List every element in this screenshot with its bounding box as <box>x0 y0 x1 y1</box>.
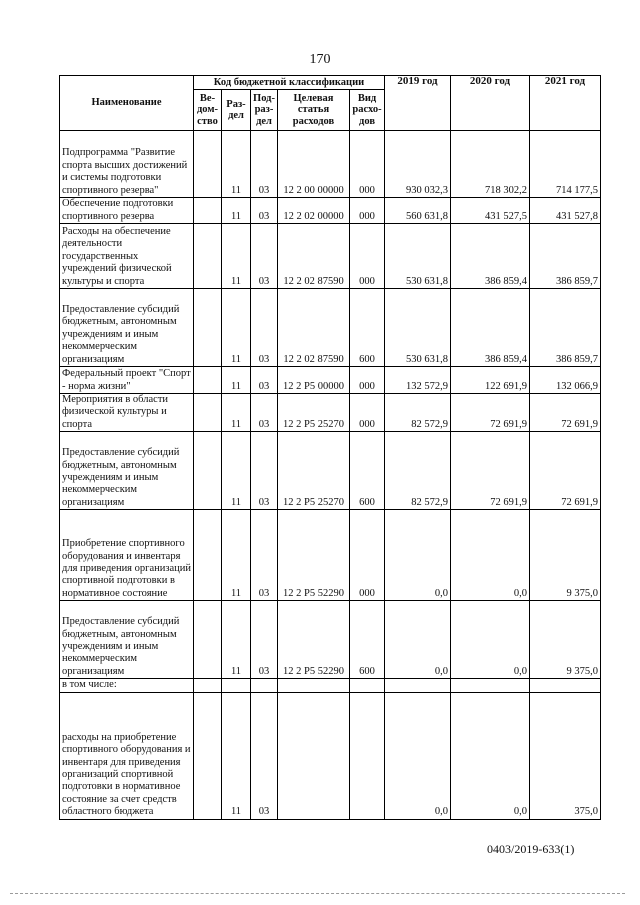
row-vedomstvo <box>194 601 222 679</box>
row-name: Предоставление субсидий бюджетным, автономным учреждениям и иным некоммерческим организациям <box>60 601 194 679</box>
row-target <box>278 692 350 819</box>
row-2019: 0,0 <box>385 692 451 819</box>
row-2020: 72 691,9 <box>451 432 530 510</box>
row-razdel: 11 <box>222 289 251 367</box>
row-podrazdel: 03 <box>251 367 278 394</box>
row-target: 12 2 00 00000 <box>278 131 350 198</box>
row-2020: 0,0 <box>451 692 530 819</box>
row-vid: 000 <box>350 394 385 432</box>
header-2020: 2020 год <box>451 76 530 131</box>
table-row <box>60 367 601 394</box>
row-vedomstvo <box>194 131 222 198</box>
row-2021: 132 066,9 <box>530 367 601 394</box>
table-row <box>60 432 601 510</box>
row-vid: 000 <box>350 510 385 601</box>
row-vid: 600 <box>350 289 385 367</box>
row-2021: 72 691,9 <box>530 394 601 432</box>
row-podrazdel: 03 <box>251 224 278 289</box>
row-podrazdel: 03 <box>251 131 278 198</box>
row-vid: 600 <box>350 432 385 510</box>
row-podrazdel: 03 <box>251 510 278 601</box>
document-code: 0403/2019-633(1) <box>487 842 575 856</box>
row-razdel <box>222 679 251 692</box>
page-number: 170 <box>309 52 331 67</box>
table-row <box>60 394 601 432</box>
row-target: 12 2 P5 00000 <box>278 367 350 394</box>
row-2019: 0,0 <box>385 510 451 601</box>
row-vedomstvo <box>194 394 222 432</box>
row-2021: 386 859,7 <box>530 289 601 367</box>
row-2019: 530 631,8 <box>385 289 451 367</box>
row-podrazdel: 03 <box>251 289 278 367</box>
row-2021: 386 859,7 <box>530 224 601 289</box>
table-row <box>60 224 601 289</box>
row-2020: 431 527,5 <box>451 198 530 224</box>
row-2020: 0,0 <box>451 601 530 679</box>
row-vid: 000 <box>350 198 385 224</box>
table-row <box>60 198 601 224</box>
header-code-group: Код бюджетной классификации <box>194 76 385 90</box>
row-vedomstvo <box>194 198 222 224</box>
header-vid: Вид расхо- дов <box>350 90 385 131</box>
header-name: Наименование <box>60 76 194 131</box>
row-name: в том числе: <box>60 679 194 692</box>
row-target: 12 2 P5 25270 <box>278 432 350 510</box>
row-vedomstvo <box>194 224 222 289</box>
row-target: 12 2 02 00000 <box>278 198 350 224</box>
row-razdel: 11 <box>222 510 251 601</box>
row-2019: 560 631,8 <box>385 198 451 224</box>
row-podrazdel: 03 <box>251 692 278 819</box>
table-row <box>60 131 601 198</box>
row-2019: 132 572,9 <box>385 367 451 394</box>
row-name: Обеспечение подготовки спортивного резерва <box>60 198 194 224</box>
header-razdel: Раз- дел <box>222 90 251 131</box>
row-razdel: 11 <box>222 692 251 819</box>
header-target: Целевая статья расходов <box>278 90 350 131</box>
row-name: Расходы на обеспечение деятельности государственных учреждений физической культуры и спорта <box>60 224 194 289</box>
row-name: расходы на приобретение спортивного оборудования и инвентаря для приведения организаций спортивной подготовки в нормативное состояние за счет средств областного бюджета <box>60 692 194 819</box>
row-2021: 9 375,0 <box>530 510 601 601</box>
row-2021: 9 375,0 <box>530 601 601 679</box>
row-vid: 000 <box>350 131 385 198</box>
row-target: 12 2 02 87590 <box>278 289 350 367</box>
row-vid <box>350 679 385 692</box>
row-2021 <box>530 679 601 692</box>
row-2019: 82 572,9 <box>385 394 451 432</box>
header-podrazdel: Под- раз- дел <box>251 90 278 131</box>
row-razdel: 11 <box>222 367 251 394</box>
header-2019: 2019 год <box>385 76 451 131</box>
table-row <box>60 692 601 819</box>
row-razdel: 11 <box>222 601 251 679</box>
row-vid: 600 <box>350 601 385 679</box>
row-2021: 72 691,9 <box>530 432 601 510</box>
row-2019: 82 572,9 <box>385 432 451 510</box>
row-vedomstvo <box>194 679 222 692</box>
row-2019: 530 631,8 <box>385 224 451 289</box>
row-vid <box>350 692 385 819</box>
budget-table <box>59 75 601 820</box>
row-podrazdel <box>251 679 278 692</box>
row-name: Предоставление субсидий бюджетным, автономным учреждениям и иным некоммерческим организациям <box>60 432 194 510</box>
row-name: Предоставление субсидий бюджетным, автономным учреждениям и иным некоммерческим организациям <box>60 289 194 367</box>
row-vedomstvo <box>194 510 222 601</box>
table-row <box>60 289 601 367</box>
row-podrazdel: 03 <box>251 432 278 510</box>
row-razdel: 11 <box>222 198 251 224</box>
row-2020 <box>451 679 530 692</box>
row-2020: 72 691,9 <box>451 394 530 432</box>
row-target: 12 2 P5 52290 <box>278 510 350 601</box>
row-2019: 930 032,3 <box>385 131 451 198</box>
row-2020: 718 302,2 <box>451 131 530 198</box>
header-2021: 2021 год <box>530 76 601 131</box>
table-row <box>60 510 601 601</box>
row-razdel: 11 <box>222 394 251 432</box>
row-name: Приобретение спортивного оборудования и инвентаря для приведения организаций спортивной подготовки в нормативное состояние <box>60 510 194 601</box>
row-2021: 375,0 <box>530 692 601 819</box>
row-target: 12 2 P5 52290 <box>278 601 350 679</box>
row-2020: 122 691,9 <box>451 367 530 394</box>
row-name: Федеральный проект "Спорт - норма жизни" <box>60 367 194 394</box>
row-vedomstvo <box>194 692 222 819</box>
row-2021: 714 177,5 <box>530 131 601 198</box>
row-target: 12 2 P5 25270 <box>278 394 350 432</box>
row-name: Подпрограмма "Развитие спорта высших достижений и системы подготовки спортивного резерва" <box>60 131 194 198</box>
row-razdel: 11 <box>222 224 251 289</box>
row-target: 12 2 02 87590 <box>278 224 350 289</box>
row-podrazdel: 03 <box>251 394 278 432</box>
bottom-divider <box>10 893 625 894</box>
row-razdel: 11 <box>222 131 251 198</box>
row-vid: 000 <box>350 367 385 394</box>
row-vedomstvo <box>194 432 222 510</box>
row-name: Мероприятия в области физической культуры и спорта <box>60 394 194 432</box>
row-2019 <box>385 679 451 692</box>
row-podrazdel: 03 <box>251 198 278 224</box>
row-vedomstvo <box>194 289 222 367</box>
row-2021: 431 527,8 <box>530 198 601 224</box>
row-vedomstvo <box>194 367 222 394</box>
row-vid: 000 <box>350 224 385 289</box>
header-vedomstvo: Ве- дом- ство <box>194 90 222 131</box>
row-2020: 0,0 <box>451 510 530 601</box>
row-podrazdel: 03 <box>251 601 278 679</box>
row-2019: 0,0 <box>385 601 451 679</box>
table-row <box>60 601 601 679</box>
row-target <box>278 679 350 692</box>
row-razdel: 11 <box>222 432 251 510</box>
table-row <box>60 679 601 692</box>
row-2020: 386 859,4 <box>451 224 530 289</box>
row-2020: 386 859,4 <box>451 289 530 367</box>
